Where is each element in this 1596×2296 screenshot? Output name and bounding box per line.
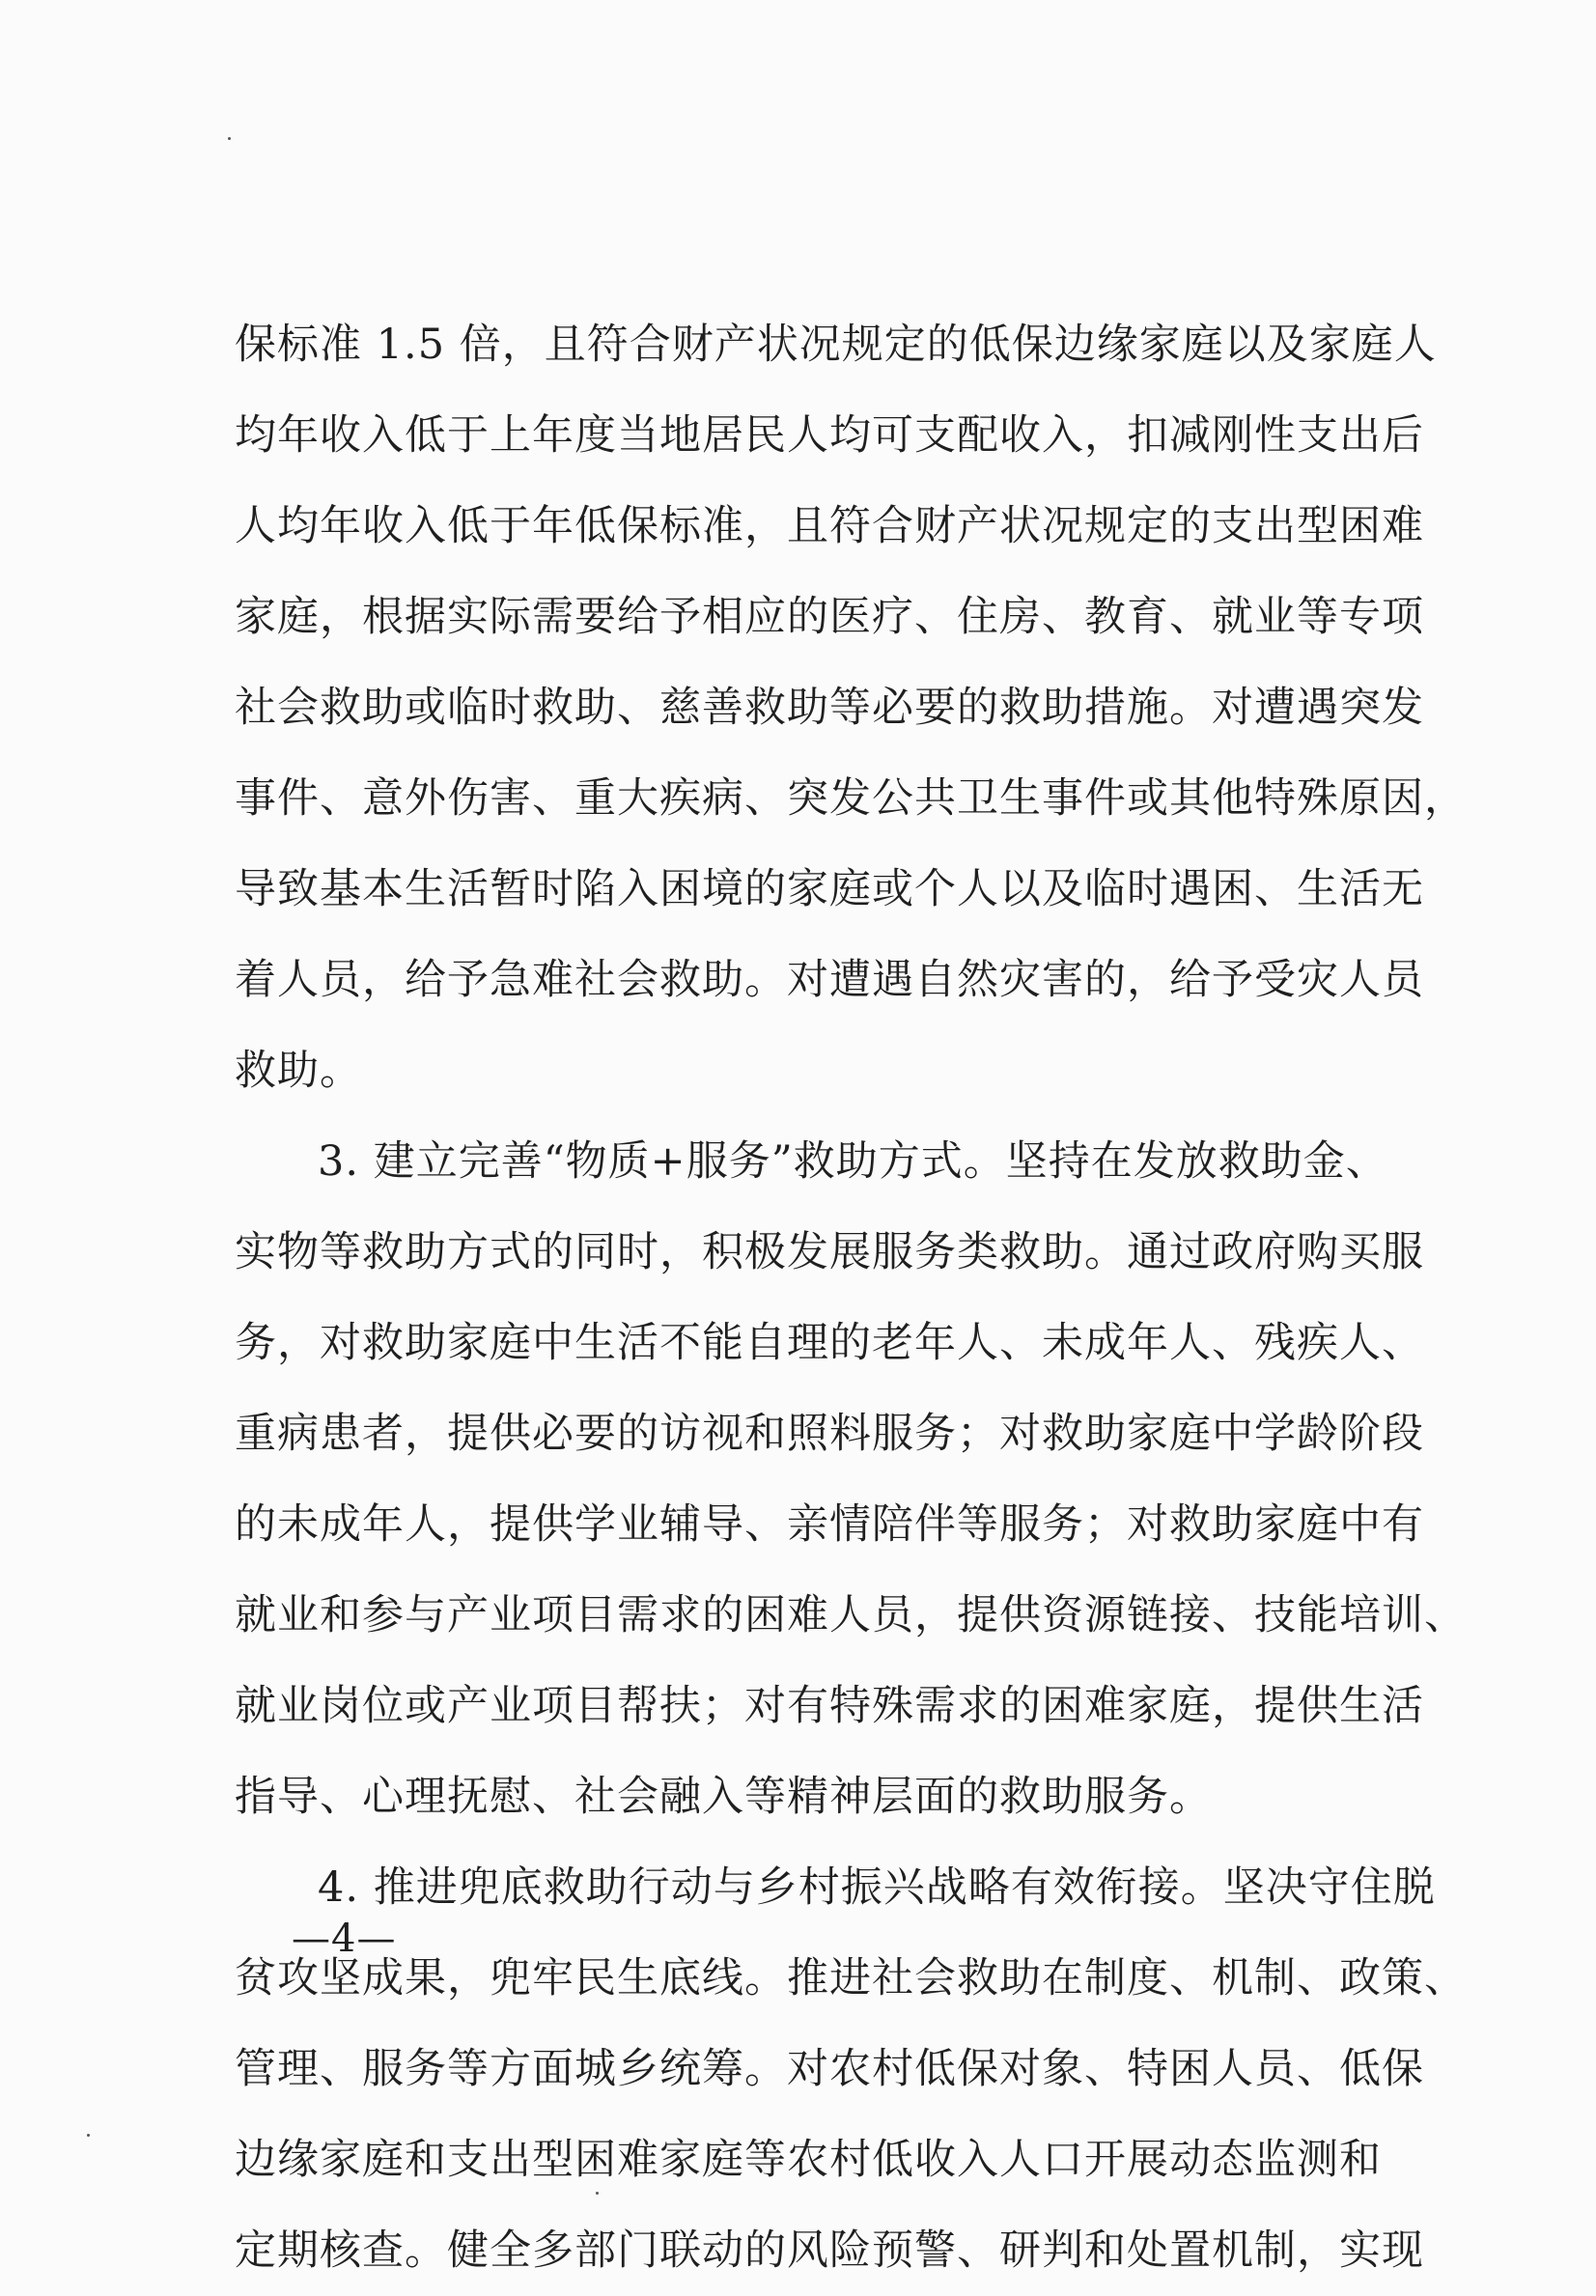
text-line: 人均年收入低于年低保标准，且符合财产状况规定的支出型困难 [235, 502, 1424, 550]
text-line: 着人员，给予急难社会救助。对遭遇自然灾害的，给予受灾人员 [235, 956, 1424, 1004]
text-line: 救助。 [235, 1047, 362, 1095]
text-line: 均年收入低于上年度当地居民人均可支配收入，扣减刚性支出后 [235, 411, 1424, 460]
text-line: 定期核查。健全多部门联动的风险预警、研判和处置机制，实现 [235, 2226, 1424, 2275]
section-heading-line: 4. 推进兜底救助行动与乡村振兴战略有效衔接。坚决守住脱 [318, 1863, 1436, 1912]
scan-speck [228, 137, 231, 140]
text-line: 务，对救助家庭中生活不能自理的老年人、未成年人、残疾人、 [235, 1319, 1424, 1367]
text-line: 导致基本生活暂时陷入困境的家庭或个人以及临时遇困、生活无 [235, 865, 1424, 913]
body-text [235, 299, 1467, 2296]
text-line: 边缘家庭和支出型困难家庭等农村低收入人口开展动态监测和 [235, 2136, 1382, 2184]
section-heading-line: 3. 建立完善“物质+服务”救助方式。坚持在发放救助金、 [318, 1137, 1388, 1186]
text-line: 保标准 1.5 倍，且符合财产状况规定的低保边缘家庭以及家庭人 [235, 321, 1437, 369]
text-line: 家庭，根据实际需要给予相应的医疗、住房、教育、就业等专项 [235, 593, 1424, 641]
text-line: 管理、服务等方面城乡统筹。对农村低保对象、特困人员、低保 [235, 2045, 1424, 2093]
text-line: 实物等救助方式的同时，积极发展服务类救助。通过政府购买服 [235, 1228, 1424, 1276]
text-line: 贫攻坚成果，兜牢民生底线。推进社会救助在制度、机制、政策、 [235, 1954, 1467, 2002]
text-line: 事件、意外伤害、重大疾病、突发公共卫生事件或其他特殊原因， [235, 774, 1467, 823]
text-line: 就业和参与产业项目需求的困难人员，提供资源链接、技能培训、 [235, 1591, 1467, 1639]
text-line: 就业岗位或产业项目帮扶；对有特殊需求的困难家庭，提供生活 [235, 1682, 1424, 1730]
page-number: —4— [292, 1917, 397, 1961]
text-line: 指导、心理抚慰、社会融入等精神层面的救助服务。 [235, 1773, 1212, 1821]
scan-speck [87, 2134, 90, 2137]
text-line: 社会救助或临时救助、慈善救助等必要的救助措施。对遭遇突发 [235, 684, 1424, 732]
text-line: 重病患者，提供必要的访视和照料服务；对救助家庭中学龄阶段 [235, 1410, 1424, 1458]
text-line: 的未成年人，提供学业辅导、亲情陪伴等服务；对救助家庭中有 [235, 1500, 1424, 1549]
